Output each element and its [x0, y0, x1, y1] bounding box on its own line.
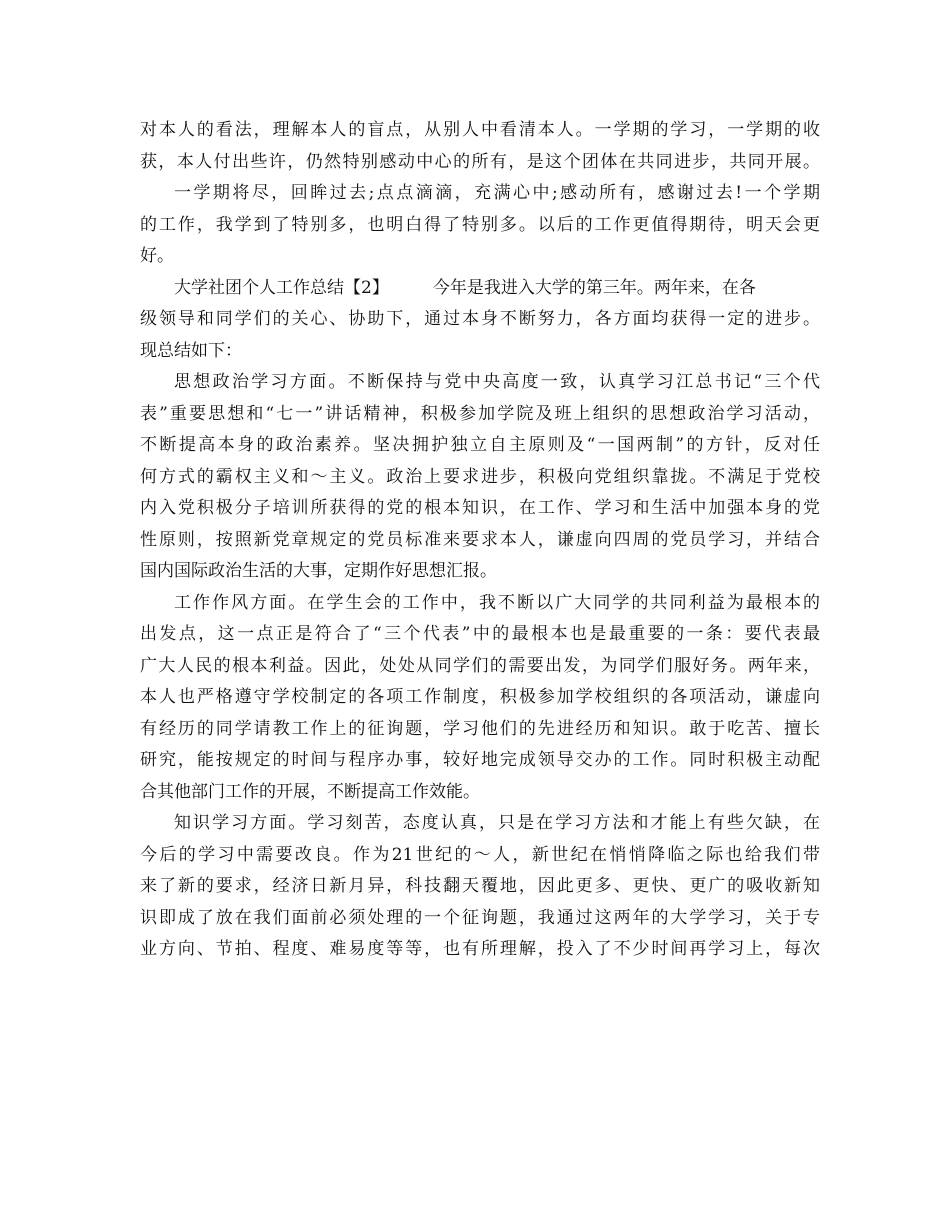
text-line: 现总结如下： [140, 340, 242, 361]
text-line: 本人也严格遵守学校制定的各项工作制度，积极参加学校组织的各项活动，谦虚向 [140, 687, 820, 707]
text-line: 表”重要思想和“七一”讲话精神，积极参加学院及班上组织的思想政治学习活动， [140, 403, 820, 424]
text-line: 对本人的看法，理解本人的盲点，从别人中看清本人。一学期的学习，一学期的收 [140, 120, 820, 140]
text-line: 广大人民的根本利益。因此，处处从同学们的需要出发，为同学们服好务。两年来， [140, 655, 820, 676]
paragraph-first-line: 思想政治学习方面。不断保持与党中央高度一致，认真学习江总书记“三个代 [174, 372, 820, 392]
text-line: 来了新的要求，经济日新月异，科技翻天覆地，因此更多、更快、更广的吸收新知 [140, 876, 820, 896]
text-line: 出发点，这一点正是符合了“三个代表”中的最根本也是最重要的一条：要代表最 [140, 624, 820, 644]
section-heading: 大学社团个人工作总结【2】 [174, 277, 389, 298]
text-line: 性原则，按照新党章规定的党员标准来要求本人，谦虚向四周的党员学习，并结合 [140, 529, 820, 550]
text-line: 级领导和同学们的关心、协助下，通过本身不断努力，各方面均获得一定的进步。 [140, 309, 820, 329]
text-line: 的工作，我学到了特别多，也明白得了特别多。以后的工作更值得期待，明天会更 [140, 214, 820, 235]
text-line: 识即成了放在我们面前必须处理的一个征询题，我通过这两年的大学学习，关于专 [140, 907, 820, 928]
text-line: 有经历的同学请教工作上的征询题，学习他们的先进经历和知识。敢于吃苦、擅长 [140, 718, 820, 739]
document-body [140, 115, 820, 966]
text-line: 研究，能按规定的时间与程序办事，较好地完成领导交办的工作。同时积极主动配 [140, 750, 820, 770]
paragraph-first-line: 一学期将尽，回眸过去;点点滴滴，充满心中;感动所有，感谢过去!一个学期 [174, 183, 820, 203]
paragraph-first-line: 工作作风方面。在学生会的工作中，我不断以广大同学的共同利益为最根本的 [174, 592, 820, 613]
text-line: 业方向、节拍、程度、难易度等等，也有所理解，投入了不少时间再学习上，每次 [140, 939, 820, 959]
paragraph-first-line: 知识学习方面。学习刻苦，态度认真，只是在学习方法和才能上有些欠缺，在 [174, 813, 820, 833]
text-line: 合其他部门工作的开展，不断提高工作效能。 [140, 781, 480, 802]
text-line: 内入党积极分子培训所获得的党的根本知识，在工作、学习和生活中加强本身的党 [140, 498, 820, 518]
text-line: 国内国际政治生活的大事，定期作好思想汇报。 [140, 561, 497, 581]
text-line: 何方式的霸权主义和～主义。政治上要求进步，积极向党组织靠拢。不满足于党校 [140, 466, 820, 487]
section-line [140, 273, 820, 305]
text-line: 今后的学习中需要改良。作为21世纪的～人，新世纪在悄悄降临之际也给我们带 [140, 844, 820, 865]
section-intro-text: 今年是我进入大学的第三年。两年来，在各 [432, 277, 756, 298]
text-line: 获，本人付出些许，仍然特别感动中心的所有，是这个团体在共同进步，共同开展。 [140, 151, 820, 172]
text-line: 不断提高本身的政治素养。坚决拥护独立自主原则及“一国两制”的方针，反对任 [140, 435, 820, 455]
text-line: 好。 [140, 246, 174, 266]
